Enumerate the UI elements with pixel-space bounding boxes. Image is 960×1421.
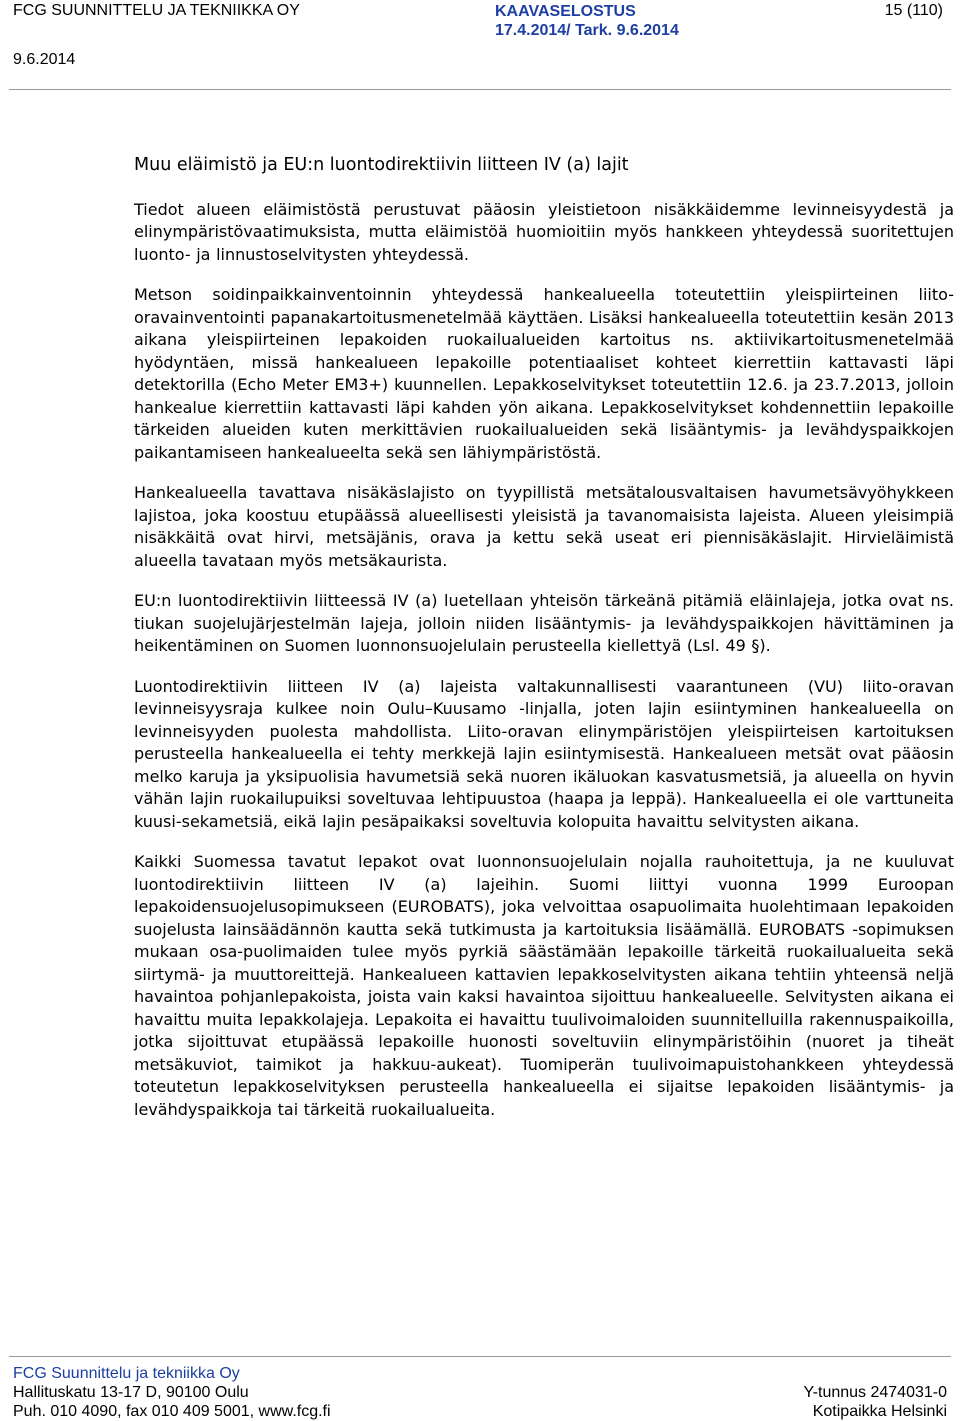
header-document-title — [495, 2, 679, 40]
paragraph-4: EU:n luontodirektiivin liitteessä IV (a) luetellaan yhteisön tärkeänä pitämiä eläinlajeja, jotka ovat ns. tiukan suojelujärjestelmän lajeja, jolloin niiden lisääntymis- ja levähdyspaikkojen hävittäminen ja heikentäminen on Suomen luonnonsuojelulain perusteella kiellettyä (Lsl. 49 §). — [134, 591, 954, 655]
footer-domicile: Kotipaikka Helsinki — [812, 1403, 947, 1420]
paragraph-6: Kaikki Suomessa tavatut lepakot ovat luonnonsuojelulain nojalla rauhoitettuja, ja ne kuuluvat luontodirektiivin liitteen IV (a) lajeihin. Suomi liittyi vuonna 1999 Euroopan lepakoidensuojelusopimukseen (EUROBATS), joka velvoittaa osapuolimaita huolehtimaan lepakoiden suojelusta lainsäädännön kautta sekä tutkimusta ja kartoituksia lisäämällä. EUROBATS -sopimuksen mukaan osa-puolimaiden tulee myös pyrkiä säästämään lepakoille tärkeitä ruokailualueita sekä siirtymä- ja muuttoreittejä. Hankealueen kattavien lepakkoselvitysten aikana tehtiin yhteensä neljä havaintoa pohjanlepakoista, joista vain kaksi havaintoa sijoittuu hankealueelle. Selvitysten aikana ei havaittu muita lepakkolajeja. Lepakoita ei havaittu tuulivoimaloiden suunnitelluilla rakennuspaikoilla, jotka sijoittuvat etupäässä lepakoille huonosti soveltuviin elinympäristöihin (nuoret ja tiheät metsäkuviot, taimikot ja hakkuu-aukeat). Tuomiperän tuulivoimapuistohankkeen yhteydessä toteutetun lepakkoselvityksen perusteella hankealueella ei sijaitse lepakoiden lisääntymis- ja levähdyspaikkoja tai tärkeitä ruokailualueita. — [134, 852, 954, 1119]
header-divider — [9, 89, 951, 90]
page-header — [0, 0, 960, 96]
section-heading: Muu eläimistö ja EU:n luontodirektiivin liitteen IV (a) lajit — [134, 155, 629, 175]
header-doc-dates: 17.4.2014/ Tark. 9.6.2014 — [495, 22, 679, 39]
header-page-number: 15 (110) — [884, 2, 943, 19]
document-body — [134, 154, 954, 1139]
footer-address: Hallituskatu 13-17 D, 90100 Oulu — [13, 1384, 249, 1401]
paragraph-3: Hankealueella tavattava nisäkäslajisto on tyypillistä metsätalousvaltaisen havumetsävyöhykkeen lajistoa, joka koostuu etupäässä alueellisesti yleisistä ja tavanomaisista lajeista. Alueen yleisimpiä nisäkkäitä ovat hirvi, metsäjänis, orava ja kettu sekä useat eri piennisäkäslajit. Hirvieläimistä alueella tavataan myös metsäkaurista. — [134, 483, 954, 570]
footer-divider — [9, 1356, 951, 1357]
header-doc-title: KAAVASELOSTUS — [495, 3, 636, 20]
paragraph-1: Tiedot alueen eläimistöstä perustuvat pääosin yleistietoon nisäkkäidemme levinneisyydestä ja elinympäristövaatimuksista, mutta eläimistöä huomioitiin myös hankkeen yhteydessä suoritettujen luonto- ja linnustoselvitysten yhteydessä. — [134, 199, 954, 264]
paragraph-5: Luontodirektiivin liitteen IV (a) lajeista valtakunnallisesti vaarantuneen (VU) liito-oravan levinneisyysraja kulkee noin Oulu–Kuusamo -linjalla, joten lajin esiintyminen hankealueella on levinneisyyden puolesta mahdollista. Liito-oravan elinympäristöjen yleispiirteisen kartoituksen perusteella hankealueella ei tehty merkkejä lajin esiintymisestä. Hankealueen metsät ovat pääosin melko karuja ja yksipuolisia havumetsiä sekä nuoren ikäluokan kasvatusmetsiä, ja alueella on hyvin vähän lajin ruokailupuiksi soveltuvaa lehtipuustoa (haapa ja leppä). Hankealueella ei ole varttuneita kuusi-sekametsiä, eikä lajin pesäpaikaksi soveltuvia kolopuita havaittu selvitysten aikana. — [134, 676, 954, 831]
header-date: 9.6.2014 — [13, 51, 76, 68]
footer-contact: Puh. 010 4090, fax 010 409 5001, www.fcg.fi — [13, 1403, 331, 1420]
footer-company-name: FCG Suunnittelu ja tekniikka Oy — [13, 1365, 240, 1382]
page-footer — [0, 1356, 960, 1421]
header-company: FCG SUUNNITTELU JA TEKNIIKKA OY — [13, 2, 300, 19]
footer-business-id: Y-tunnus 2474031-0 — [803, 1384, 947, 1401]
paragraph-2: Metson soidinpaikkainventoinnin yhteydessä hankealueella toteutettiin yleispiirteinen liito-oravainventointi papanakartoitusmenetelmää käyttäen. Lisäksi hankealueella toteutettiin kesän 2013 aikana yleispiirteinen lepakoiden ruokailualueiden kartoitus ns. aktiivikartoitusmenetelmää hyödyntäen, missä hankealueen lepakoille potentiaaliset kohteet kierrettiin kattavasti läpi detektorilla (Echo Meter EM3+) kuunnellen. Lepakkoselvitykset toteutettiin 12.6. ja 23.7.2013, jolloin hankealue kierrettiin kattavasti läpi kahden yön aikana. Lepakkoselvitykset kohdennettiin lepakoille tärkeiden alueiden kuten merkittävien ruokailualueiden sekä lisääntymis- ja levähdyspaikkojen paikantamiseen hankealueelta sekä sen lähiympäristöstä. — [134, 285, 954, 462]
